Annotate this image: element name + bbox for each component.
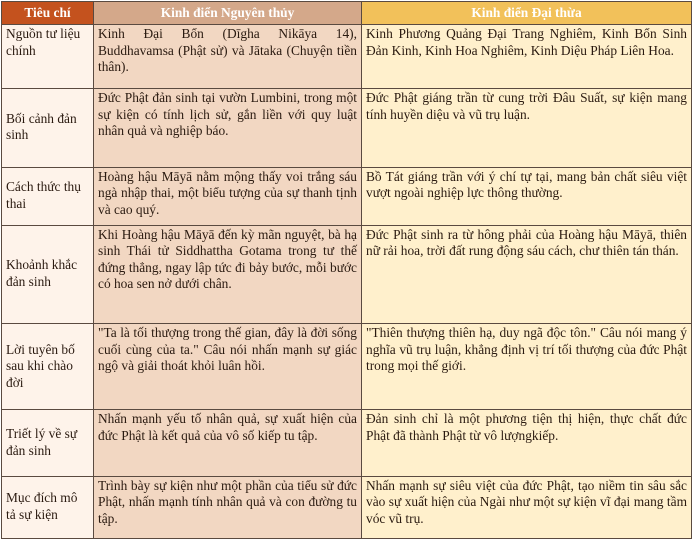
table-row (2, 25, 692, 89)
header-criteria: Tiêu chí (2, 2, 94, 25)
original-canon-cell: Khi Hoàng hậu Māyā đến kỳ mãn nguyệt, bà hạ sinh Thái tử Siddhattha Gotama trong tư thế đứng thẳng, ngay lập tức đi bảy bước, mỗi bước có hoa sen nở dưới chân. (94, 225, 362, 323)
original-canon-cell: Kinh Đại Bổn (Dīgha Nikāya 14), Buddhavamsa (Phật sử) và Jātaka (Chuyện tiền thân). (94, 25, 362, 89)
header-mahayana-canon: Kinh điển Đại thừa (362, 2, 692, 25)
criteria-cell: Triết lý về sự đản sinh (2, 410, 94, 476)
criteria-cell: Cách thức thụ thai (2, 167, 94, 225)
table-row (2, 167, 692, 225)
original-canon-cell: Đức Phật đản sinh tại vườn Lumbini, trong một sự kiện có tính lịch sử, gắn liền với quy luật nhân quả và nghiệp báo. (94, 89, 362, 167)
criteria-cell: Khoảnh khắc đản sinh (2, 225, 94, 323)
mahayana-canon-cell: Đản sinh chỉ là một phương tiện thị hiện, thực chất đức Phật đã thành Phật từ vô lượngkiếp. (362, 410, 692, 476)
mahayana-canon-cell: Kinh Phương Quảng Đại Trang Nghiêm, Kinh Bổn Sinh Đản Kinh, Kinh Hoa Nghiêm, Kinh Diệu Pháp Liên Hoa. (362, 25, 692, 89)
table-row (2, 89, 692, 167)
original-canon-cell: "Ta là tối thượng trong thế gian, đây là đời sống cuối cùng của ta." Câu nói nhấn mạnh sự giác ngộ và giải thoát khỏi luân hồi. (94, 324, 362, 410)
criteria-cell: Bối cảnh đản sinh (2, 89, 94, 167)
mahayana-canon-cell: Đức Phật giáng trần từ cung trời Đâu Suất, sự kiện mang tính huyền diệu và vũ trụ luận. (362, 89, 692, 167)
criteria-cell: Mục đích mô tả sự kiện (2, 476, 94, 538)
mahayana-canon-cell: "Thiên thượng thiên hạ, duy ngã độc tôn." Câu nói mang ý nghĩa vũ trụ luận, khẳng định vị trí tối thượng của đức Phật trong mọi thế giới. (362, 324, 692, 410)
table-row (2, 324, 692, 410)
table-row (2, 476, 692, 538)
table-row (2, 410, 692, 476)
original-canon-cell: Trình bày sự kiện như một phần của tiểu sử đức Phật, nhấn mạnh tính nhân quả và con đường tu tập. (94, 476, 362, 538)
mahayana-canon-cell: Đức Phật sinh ra từ hông phải của Hoàng hậu Māyā, thiên nữ rải hoa, trời đất rung động sáu cách, chư thiên tán thán. (362, 225, 692, 323)
comparison-table (1, 1, 692, 539)
criteria-cell: Nguồn tư liệu chính (2, 25, 94, 89)
table-row (2, 225, 692, 323)
header-original-canon: Kinh điển Nguyên thủy (94, 2, 362, 25)
original-canon-cell: Hoàng hậu Māyā nằm mộng thấy voi trắng sáu ngà nhập thai, một biểu tượng của sự thanh tịnh và cao quý. (94, 167, 362, 225)
original-canon-cell: Nhấn mạnh yếu tố nhân quả, sự xuất hiện của đức Phật là kết quả của vô số kiếp tu tập. (94, 410, 362, 476)
header-row (2, 2, 692, 25)
mahayana-canon-cell: Bồ Tát giáng trần với ý chí tự tại, mang bản chất siêu việt vượt ngoài nghiệp lực thông thường. (362, 167, 692, 225)
criteria-cell: Lời tuyên bố sau khi chào đời (2, 324, 94, 410)
mahayana-canon-cell: Nhấn mạnh sự siêu việt của đức Phật, tạo niềm tin sâu sắc vào sự xuất hiện của Ngài như một sự kiện vĩ đại mang tầm vóc vũ trụ. (362, 476, 692, 538)
